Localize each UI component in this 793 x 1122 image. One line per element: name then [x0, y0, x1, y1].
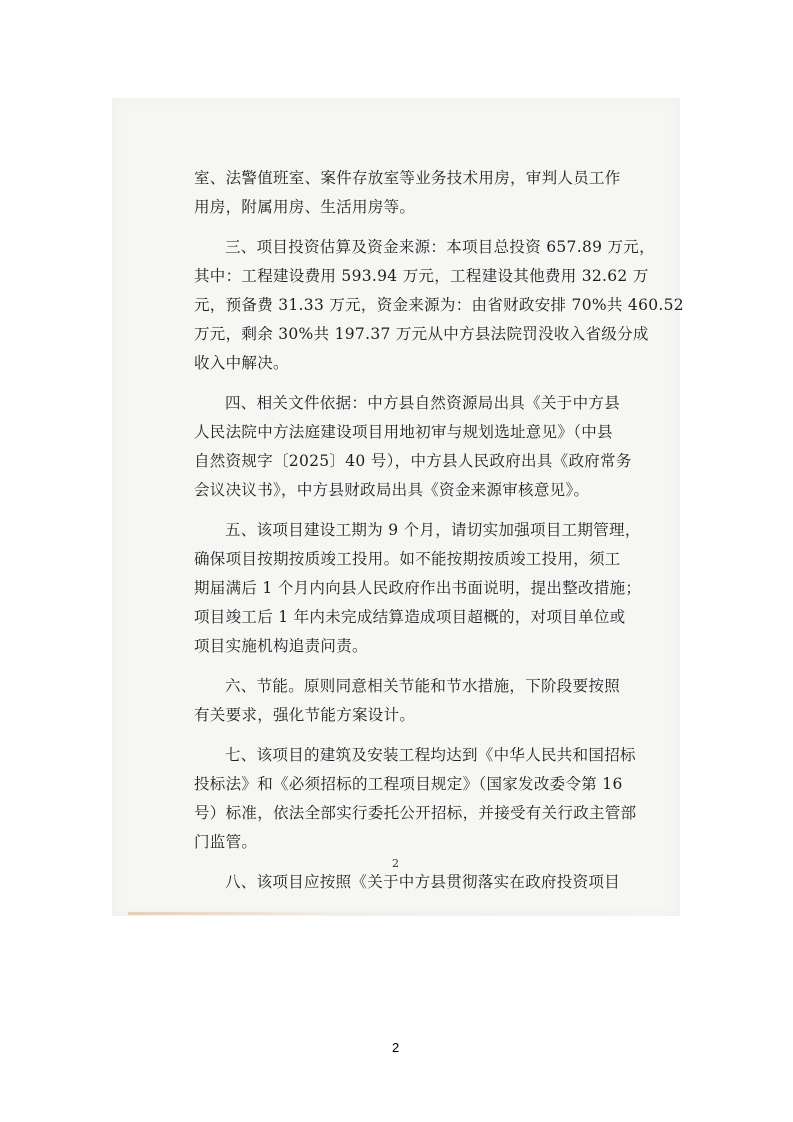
text-line: 三、项目投资估算及资金来源：本项目总投资 657.89 万元， [225, 238, 655, 256]
text-line: 投标法》和《必须招标的工程项目规定》（国家发改委令第 16 [194, 775, 623, 793]
paragraph-bidding [194, 741, 637, 857]
text-line: 四、相关文件依据：中方县自然资源局出具《关于中方县 [225, 394, 621, 412]
text-line: 确保项目按期按质竣工投用。如不能按期按质竣工投用，须工 [194, 550, 621, 568]
text-line: 五、该项目建设工期为 9 个月，请切实加强项目工期管理， [225, 521, 641, 539]
text-line: 万元，剩余 30%共 197.37 万元从中方县法院罚没收入省级分成 [194, 325, 649, 343]
paragraph-construction-period [194, 516, 642, 661]
text-line: 有关要求，强化节能方案设计。 [194, 706, 416, 724]
text-line: 室、法警值班室、案件存放室等业务技术用房，审判人员工作 [194, 169, 621, 187]
scan-edge-shadow [128, 912, 648, 915]
text-line: 六、节能。原则同意相关节能和节水措施，下阶段要按照 [225, 677, 621, 695]
scanned-page-number: 2 [392, 857, 399, 870]
text-line: 项目竣工后 1 年内未完成结算造成项目超概的，对项目单位或 [194, 608, 626, 626]
text-line: 人民法院中方法庭建设项目用地初审与规划选址意见》（中县 [194, 423, 613, 441]
text-line: 自然资规字〔2025〕40 号），中方县人民政府出具《政府常务 [194, 452, 632, 470]
text-line: 八、该项目应按照《关于中方县贯彻落实在政府投资项目 [225, 873, 621, 891]
text-line: 元，预备费 31.33 万元，资金来源为：由省财政安排 70%共 460.52 [194, 296, 684, 314]
text-line: 号）标准，依法全部实行委托公开招标，并接受有关行政主管部 [194, 804, 637, 822]
text-line: 门监管。 [194, 833, 258, 851]
paragraph-document-basis [194, 389, 632, 505]
paragraph-building-use [194, 164, 621, 222]
document-body [194, 164, 684, 908]
paragraph-energy-saving [194, 672, 621, 730]
text-line: 项目实施机构追责问责。 [194, 637, 368, 655]
paragraph-investment-estimate [194, 233, 684, 378]
text-line: 期届满后 1 个月内向县人民政府作出书面说明，提出整改措施； [194, 579, 642, 597]
text-line: 用房，附属用房、生活用房等。 [194, 198, 416, 216]
text-line: 会议决议书》，中方县财政局出具《资金来源审核意见》。 [194, 481, 590, 499]
footer-page-number: 2 [392, 1040, 400, 1055]
text-line: 收入中解决。 [194, 354, 289, 372]
paragraph-item-eight [194, 868, 621, 897]
text-line: 七、该项目的建筑及安装工程均达到《中华人民共和国招标 [225, 746, 636, 764]
text-line: 其中：工程建设费用 593.94 万元，工程建设其他费用 32.62 万 [194, 267, 649, 285]
